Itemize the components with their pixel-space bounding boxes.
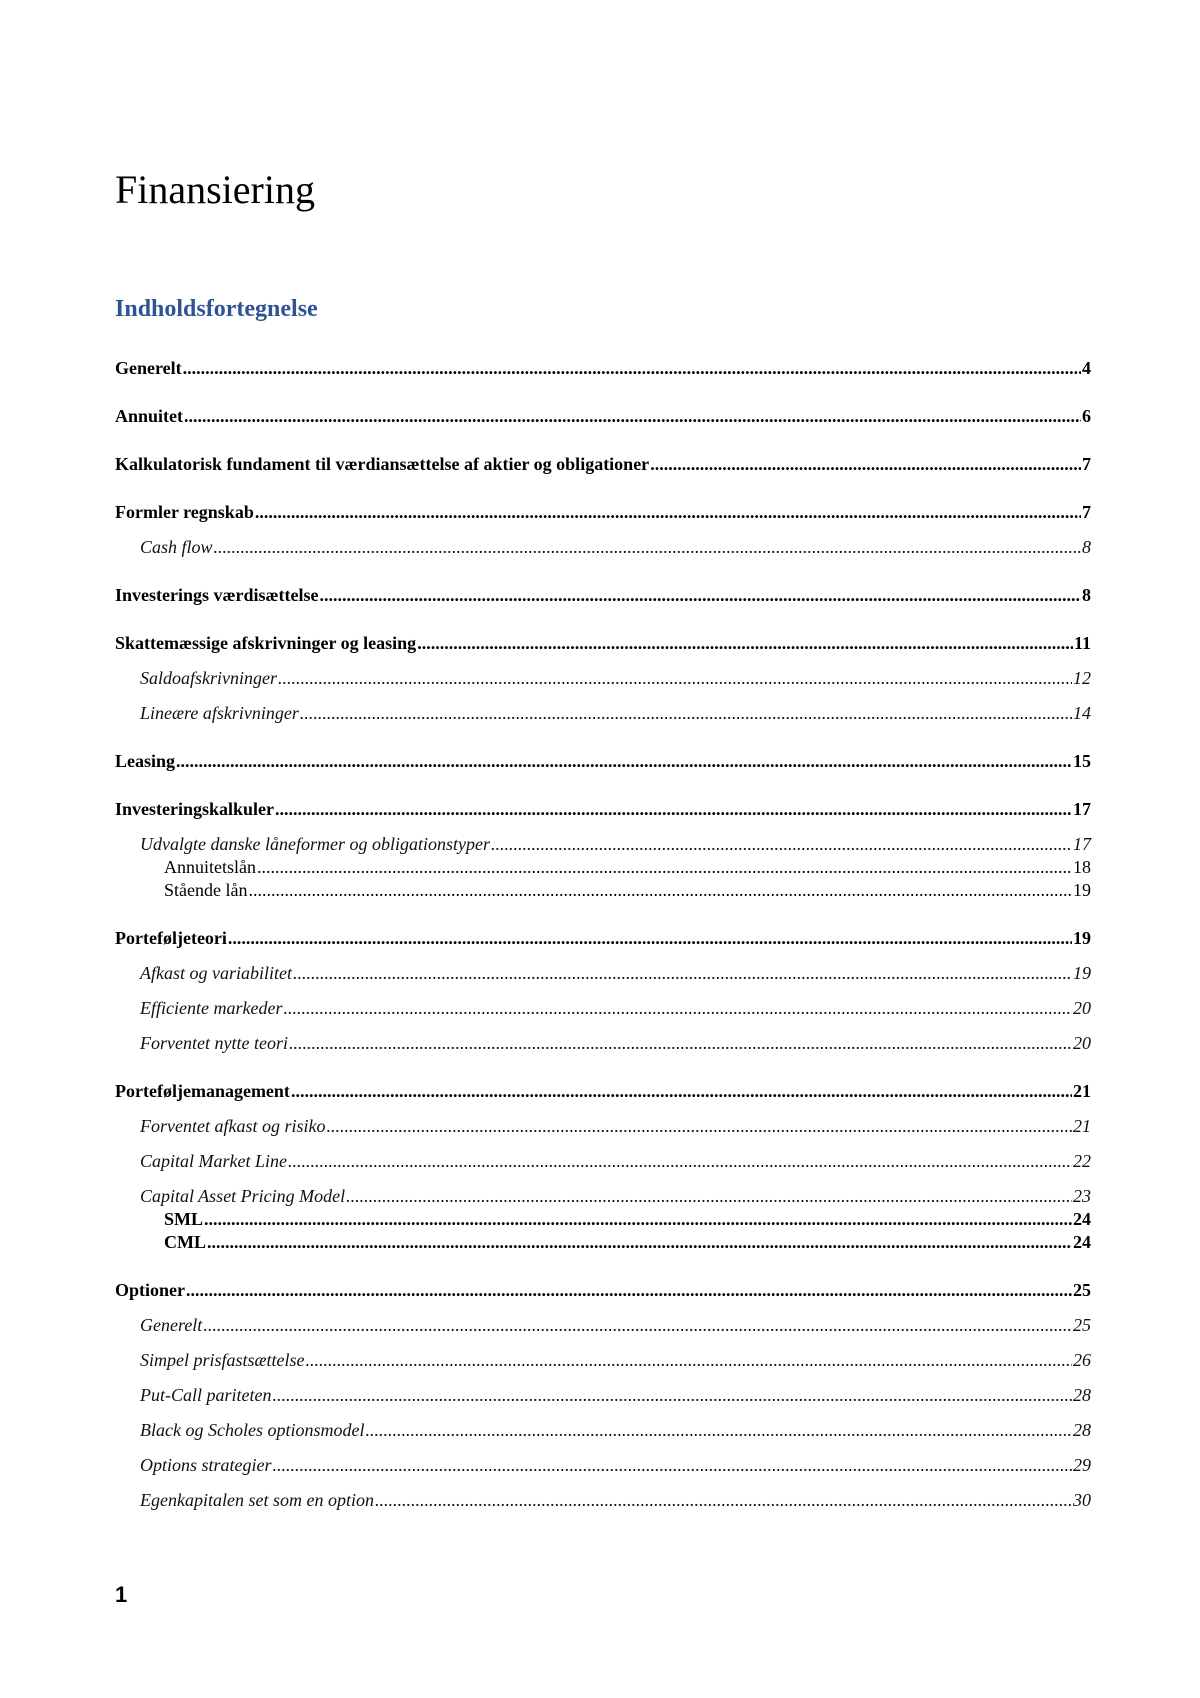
toc-dot-leader — [417, 631, 1073, 655]
toc-dot-leader — [375, 1488, 1072, 1512]
toc-dot-leader — [184, 404, 1081, 428]
toc-entry-level-1[interactable] — [115, 926, 1091, 950]
toc-entry-level-2[interactable] — [115, 701, 1091, 725]
toc-dot-leader — [326, 1114, 1072, 1138]
toc-dot-leader — [255, 500, 1081, 524]
toc-dot-leader — [291, 1079, 1072, 1103]
toc-entry-title: Annuitet — [115, 406, 184, 426]
toc-entry-page: 17 — [1073, 834, 1091, 854]
toc-entry-title: Efficiente markeder — [140, 998, 283, 1018]
toc-entry-level-2[interactable] — [115, 1313, 1091, 1337]
toc-entry-page: 21 — [1073, 1116, 1091, 1136]
toc-entry-page: 4 — [1082, 358, 1091, 378]
toc-dot-leader — [257, 856, 1072, 879]
toc-dot-leader — [273, 1453, 1072, 1477]
toc-entry-title: Formler regnskab — [115, 502, 254, 522]
toc-entry-page: 28 — [1073, 1420, 1091, 1440]
toc-entry-title: Stående lån — [164, 880, 248, 900]
toc-entry-level-2[interactable] — [115, 1114, 1091, 1138]
toc-entry-page: 19 — [1073, 928, 1091, 948]
toc-entry-page: 25 — [1073, 1280, 1091, 1300]
toc-entry-page: 22 — [1073, 1151, 1091, 1171]
toc-dot-leader — [650, 452, 1081, 476]
page-number: 1 — [115, 1582, 128, 1607]
toc-entry-title: Cash flow — [140, 537, 213, 557]
toc-entry-title: Black og Scholes optionsmodel — [140, 1420, 365, 1440]
toc-entry-page: 7 — [1082, 454, 1091, 474]
toc-entry-title: Simpel prisfastsættelse — [140, 1350, 305, 1370]
toc-entry-level-2[interactable] — [115, 1383, 1091, 1407]
toc-entry-page: 23 — [1073, 1186, 1091, 1206]
toc-entry-level-2[interactable] — [115, 535, 1091, 559]
document-title: Finansiering — [115, 167, 315, 212]
toc-entry-title: Generelt — [140, 1315, 203, 1335]
toc-entry-level-2[interactable] — [115, 1149, 1091, 1173]
toc-entry-level-1[interactable] — [115, 797, 1091, 821]
toc-entry-level-2[interactable] — [115, 1488, 1091, 1512]
toc-entry-title: Porteføljemanagement — [115, 1081, 290, 1101]
toc-dot-leader — [248, 879, 1072, 902]
toc-entry-level-3[interactable] — [115, 1208, 1091, 1231]
toc-entry-level-2[interactable] — [115, 666, 1091, 690]
toc-entry-title: Porteføljeteori — [115, 928, 227, 948]
toc-entry-title: Generelt — [115, 358, 182, 378]
toc-entry-level-2[interactable] — [115, 961, 1091, 985]
toc-entry-page: 7 — [1082, 502, 1091, 522]
toc-dot-leader — [204, 1208, 1072, 1231]
toc-entry-title: SML — [164, 1209, 204, 1229]
toc-heading: Indholdsfortegnelse — [115, 296, 318, 322]
toc-entry-page: 29 — [1073, 1455, 1091, 1475]
toc-entry-page: 11 — [1073, 633, 1091, 653]
toc-entry-level-3[interactable] — [115, 879, 1091, 902]
toc-entry-title: Afkast og variabilitet — [140, 963, 292, 983]
toc-entry-title: Options strategier — [140, 1455, 272, 1475]
toc-entry-page: 24 — [1073, 1209, 1091, 1229]
toc-dot-leader — [319, 583, 1081, 607]
toc-entry-page: 17 — [1073, 799, 1091, 819]
toc-entry-level-2[interactable] — [115, 1348, 1091, 1372]
toc-entry-title: Forventet afkast og risiko — [140, 1116, 326, 1136]
toc-entry-title: Investerings værdisættelse — [115, 585, 319, 605]
toc-entry-level-1[interactable] — [115, 631, 1091, 655]
toc-dot-leader — [272, 1383, 1072, 1407]
toc-dot-leader — [293, 961, 1072, 985]
toc-entry-level-2[interactable] — [115, 1184, 1091, 1208]
toc-entry-title: Capital Market Line — [140, 1151, 287, 1171]
toc-entry-title: Put-Call pariteten — [140, 1385, 272, 1405]
toc-entry-page: 25 — [1073, 1315, 1091, 1335]
toc-entry-title: CML — [164, 1232, 206, 1252]
toc-dot-leader — [346, 1184, 1072, 1208]
toc-entry-level-2[interactable] — [115, 832, 1091, 856]
toc-entry-level-1[interactable] — [115, 749, 1091, 773]
toc-entry-page: 14 — [1073, 703, 1091, 723]
toc-entry-page: 8 — [1082, 537, 1091, 557]
toc-dot-leader — [207, 1231, 1072, 1254]
toc-entry-level-1[interactable] — [115, 404, 1091, 428]
toc-entry-title: Egenkapitalen set som en option — [140, 1490, 374, 1510]
toc-entry-page: 8 — [1082, 585, 1091, 605]
toc-dot-leader — [203, 1313, 1072, 1337]
toc-entry-level-1[interactable] — [115, 1278, 1091, 1302]
toc-dot-leader — [183, 356, 1081, 380]
toc-entry-level-1[interactable] — [115, 500, 1091, 524]
toc-entry-page: 19 — [1073, 880, 1091, 900]
toc-dot-leader — [288, 1149, 1072, 1173]
toc-entry-page: 28 — [1073, 1385, 1091, 1405]
toc-entry-title: Investeringskalkuler — [115, 799, 275, 819]
toc-entry-page: 18 — [1073, 857, 1091, 877]
toc-entry-level-2[interactable] — [115, 1418, 1091, 1442]
toc-dot-leader — [306, 1348, 1072, 1372]
toc-entry-title: Leasing — [115, 751, 176, 771]
toc-entry-title: Capital Asset Pricing Model — [140, 1186, 346, 1206]
toc-entry-level-2[interactable] — [115, 1031, 1091, 1055]
toc-dot-leader — [275, 797, 1072, 821]
toc-entry-level-1[interactable] — [115, 583, 1091, 607]
toc-dot-leader — [186, 1278, 1072, 1302]
toc-entry-title: Annuitetslån — [164, 857, 256, 877]
toc-dot-leader — [365, 1418, 1072, 1442]
toc-entry-page: 20 — [1073, 998, 1091, 1018]
toc-entry-level-1[interactable] — [115, 452, 1091, 476]
toc-entry-title: Skattemæssige afskrivninger og leasing — [115, 633, 417, 653]
toc-entry-page: 12 — [1073, 668, 1091, 688]
toc-dot-leader — [278, 666, 1072, 690]
toc-dot-leader — [214, 535, 1081, 559]
toc-entry-level-3[interactable] — [115, 856, 1091, 879]
toc-dot-leader — [283, 996, 1072, 1020]
toc-entry-title: Forventet nytte teori — [140, 1033, 288, 1053]
toc-entry-level-2[interactable] — [115, 996, 1091, 1020]
toc-entry-level-3[interactable] — [115, 1231, 1091, 1254]
toc-entry-page: 6 — [1082, 406, 1091, 426]
toc-entry-title: Kalkulatorisk fundament til værdiansættelse af aktier og obligationer — [115, 454, 650, 474]
toc-entry-page: 26 — [1073, 1350, 1091, 1370]
toc-entry-title: Optioner — [115, 1280, 185, 1300]
toc-entry-title: Lineære afskrivninger — [140, 703, 299, 723]
toc-entry-page: 19 — [1073, 963, 1091, 983]
toc-entry-title: Udvalgte danske låneformer og obligationstyper — [140, 834, 490, 854]
toc-entry-page: 30 — [1073, 1490, 1091, 1510]
toc-dot-leader — [300, 701, 1072, 725]
toc-entry-page: 15 — [1073, 751, 1091, 771]
toc-entry-level-2[interactable] — [115, 1453, 1091, 1477]
toc-entry-page: 24 — [1073, 1232, 1091, 1252]
toc-dot-leader — [491, 832, 1072, 856]
toc-entry-level-1[interactable] — [115, 1079, 1091, 1103]
toc-entry-page: 21 — [1073, 1081, 1091, 1101]
toc-dot-leader — [228, 926, 1072, 950]
table-of-contents — [115, 356, 1091, 1512]
toc-dot-leader — [289, 1031, 1072, 1055]
toc-dot-leader — [176, 749, 1072, 773]
toc-entry-title: Saldoafskrivninger — [140, 668, 277, 688]
toc-entry-page: 20 — [1073, 1033, 1091, 1053]
toc-entry-level-1[interactable] — [115, 356, 1091, 380]
